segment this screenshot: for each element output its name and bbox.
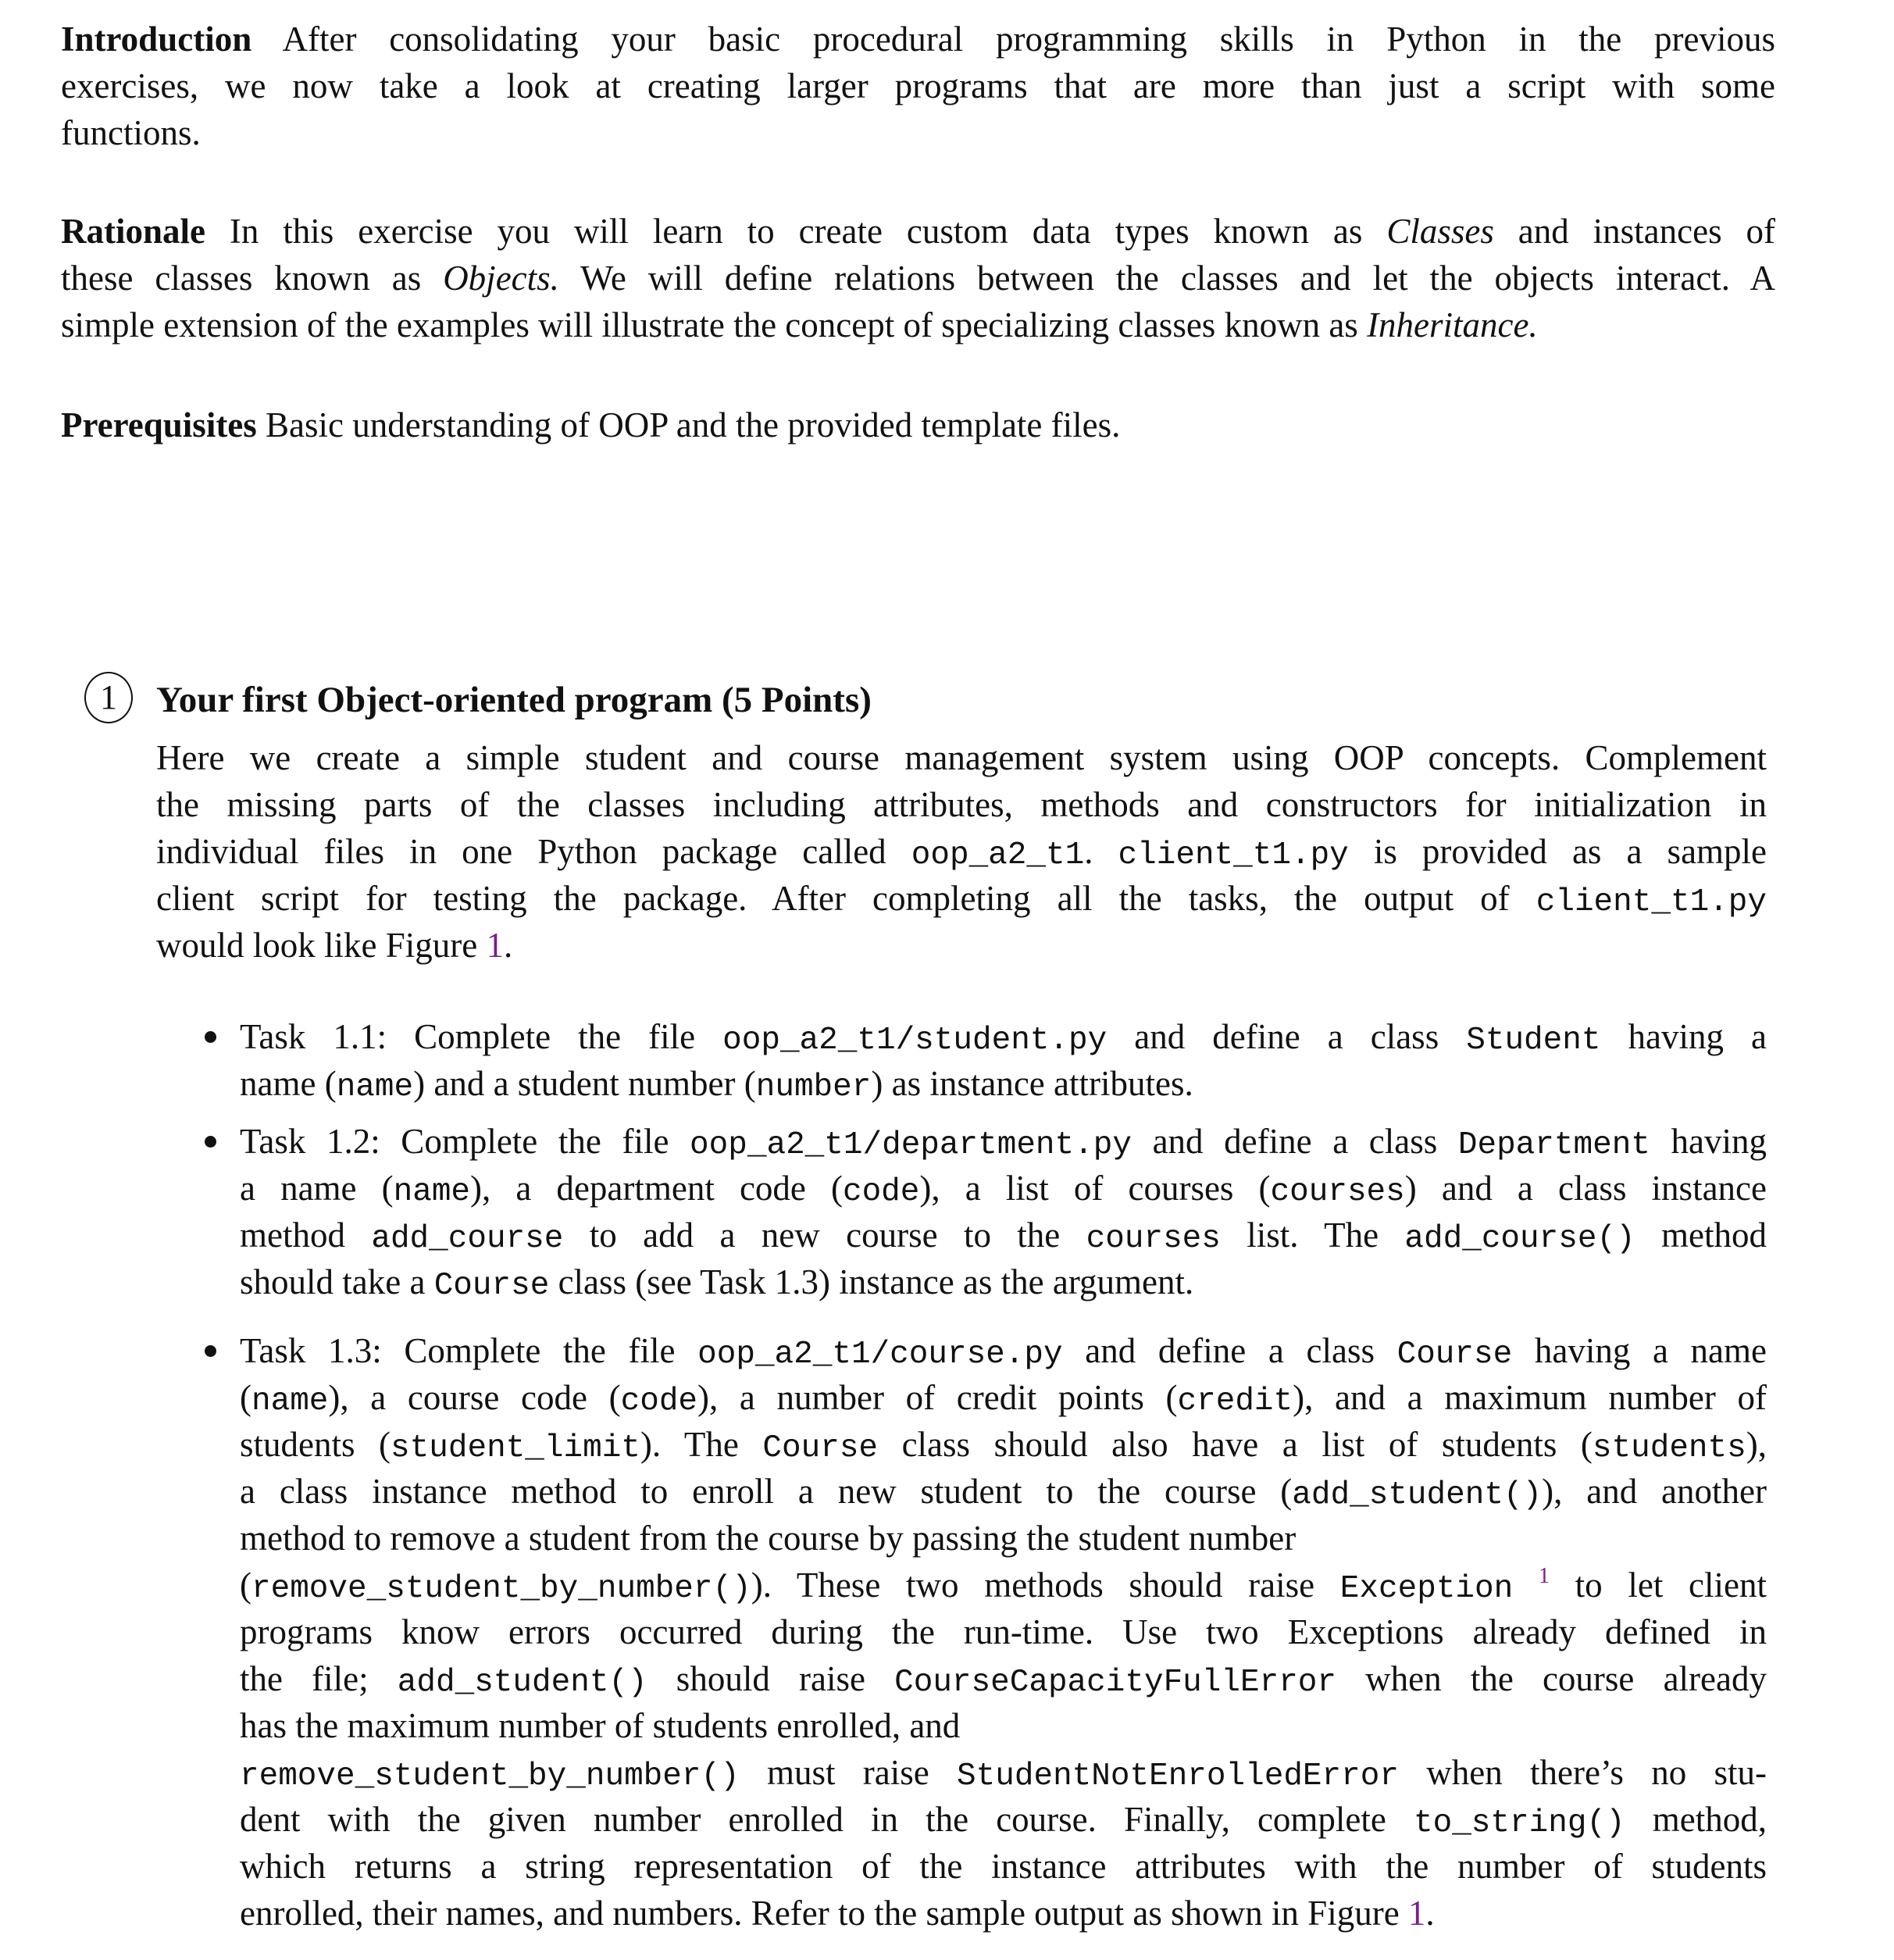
- text: programs know errors occurred during the run-time. Use two Exceptions already defined in: [240, 1612, 1767, 1651]
- task-1-3-line-5: [240, 1515, 1767, 1562]
- text: method to remove a student from the course by passing the student number: [240, 1519, 1297, 1558]
- text: .: [1425, 1894, 1435, 1933]
- text: name (: [240, 1064, 337, 1103]
- text: the missing parts of the classes including attributes, methods and constructors for initialization in: [156, 785, 1767, 824]
- text: list. The: [1220, 1216, 1405, 1255]
- text: ). The: [640, 1425, 763, 1464]
- text: simple extension of the examples will illustrate the concept of specializing classes known as: [61, 305, 1368, 345]
- text: [1513, 1566, 1539, 1605]
- bold-text: Introduction: [61, 20, 252, 59]
- prerequisites-line-1: [61, 402, 1775, 448]
- inline-code: student_limit: [391, 1430, 640, 1466]
- italic-text: Objects.: [443, 259, 559, 298]
- intro-line-2: [61, 62, 1775, 109]
- section-line-2: [156, 781, 1767, 828]
- text: ) and a class instance: [1404, 1169, 1767, 1208]
- rationale-line-1: [61, 208, 1775, 255]
- rationale-line-2: [61, 255, 1775, 302]
- inline-code: add_course(): [1404, 1221, 1635, 1257]
- inline-code: Department: [1457, 1127, 1650, 1163]
- inline-code: code: [842, 1174, 920, 1210]
- task-1-3-line-9: [240, 1702, 1767, 1749]
- text: is provided as a sample: [1348, 832, 1767, 871]
- section-line-4: [156, 875, 1767, 922]
- task-1-3-line-1: [240, 1327, 1767, 1374]
- text: ), a number of credit points (: [697, 1378, 1178, 1417]
- text: ), a course code (: [328, 1378, 621, 1417]
- inline-code: remove_student_by_number(): [240, 1758, 740, 1794]
- text: having: [1650, 1122, 1767, 1161]
- section-line-3: [156, 828, 1767, 875]
- text: .: [503, 926, 513, 965]
- task-1-3-line-12: [240, 1843, 1767, 1890]
- task-1-1-line-2: [240, 1060, 1767, 1107]
- text: ), a department code (: [470, 1169, 843, 1208]
- text: Basic understanding of OOP and the provided template files.: [256, 405, 1121, 444]
- task-1-1-line-1: [240, 1013, 1767, 1060]
- text: Here we create a simple student and course management system using OOP concepts. Complement: [156, 738, 1767, 777]
- text: students (: [240, 1425, 391, 1464]
- text: dent with the given number enrolled in the course. Finally, complete: [240, 1800, 1414, 1839]
- text: ). These two methods should raise: [751, 1566, 1340, 1605]
- text: having a: [1600, 1017, 1767, 1056]
- inline-code: StudentNotEnrolledError: [957, 1758, 1399, 1794]
- section-number-badge: 1: [84, 672, 133, 723]
- italic-text: Classes: [1386, 212, 1494, 251]
- inline-code: name: [393, 1174, 471, 1210]
- inline-code: client_t1.py: [1536, 884, 1767, 920]
- text: class should also have a list of students (: [878, 1425, 1593, 1464]
- inline-code: credit: [1177, 1383, 1293, 1419]
- inline-code: Course: [1396, 1337, 1513, 1373]
- text: ) as instance attributes.: [871, 1064, 1193, 1103]
- inline-code: courses: [1270, 1174, 1405, 1210]
- section-line-5: [156, 922, 1767, 969]
- inline-code: add_course: [371, 1221, 564, 1257]
- text: (: [240, 1378, 251, 1417]
- text: Task 1.1: Complete the file: [240, 1017, 723, 1056]
- text: ),: [1746, 1425, 1767, 1464]
- text: method: [1635, 1216, 1767, 1255]
- text: must raise: [739, 1753, 958, 1792]
- intro-line-1: [61, 16, 1775, 62]
- inline-code: Exception: [1339, 1571, 1514, 1607]
- inline-code: oop_a2_t1/course.py: [697, 1337, 1063, 1373]
- inline-code: remove_student_by_number(): [251, 1571, 751, 1607]
- bold-text: Rationale: [61, 212, 205, 251]
- text: exercises, we now take a look at creating larger programs that are more than just a script with some: [61, 66, 1775, 105]
- task-1-3-line-3: [240, 1421, 1767, 1468]
- section-title: Your first Object-oriented program (5 Points): [156, 680, 872, 720]
- text: to let client: [1549, 1566, 1767, 1605]
- inline-code: oop_a2_t1: [911, 837, 1085, 873]
- inline-code: to_string(): [1414, 1805, 1625, 1841]
- bullet-icon: [205, 1345, 216, 1357]
- inline-code: courses: [1086, 1221, 1221, 1257]
- inline-code: code: [620, 1383, 698, 1419]
- task-1-3-line-11: [240, 1796, 1767, 1843]
- text: to add a new course to the: [563, 1216, 1086, 1255]
- task-1-3-line-4: [240, 1468, 1767, 1515]
- text: Task 1.3: Complete the file: [240, 1331, 698, 1370]
- text: In this exercise you will learn to create custom data types known as: [205, 212, 1387, 251]
- text: when the course already: [1336, 1659, 1767, 1698]
- task-1-3-line-7: [240, 1608, 1767, 1655]
- footnote-marker[interactable]: 1: [1538, 1564, 1550, 1588]
- inline-code: CourseCapacityFullError: [894, 1665, 1337, 1701]
- inline-code: oop_a2_t1/student.py: [722, 1023, 1108, 1059]
- section-line-1: [156, 734, 1767, 781]
- inline-code: Course: [433, 1268, 550, 1304]
- text: method,: [1625, 1800, 1767, 1839]
- text: has the maximum number of students enrolled, and: [240, 1706, 961, 1745]
- text: ), a list of courses (: [919, 1169, 1271, 1208]
- italic-text: Inheritance.: [1367, 305, 1538, 345]
- task-1-3-line-6: [240, 1562, 1767, 1608]
- text: enrolled, their names, and numbers. Refer to the sample output as shown in Figure: [240, 1894, 1408, 1933]
- inline-code: name: [336, 1069, 414, 1105]
- text: a name (: [240, 1169, 394, 1208]
- rationale-line-3: [61, 302, 1775, 348]
- text: would look like Figure: [156, 926, 487, 965]
- inline-code: Course: [762, 1430, 879, 1466]
- text: and define a class: [1131, 1122, 1458, 1161]
- figure-reference-link[interactable]: 1: [486, 926, 504, 965]
- inline-code: number: [755, 1069, 872, 1105]
- text: After consolidating your basic procedural programming skills in Python in the previous: [251, 20, 1775, 59]
- bullet-icon: [205, 1136, 216, 1148]
- text: and instances of: [1493, 212, 1775, 251]
- text: We will define relations between the classes and let the objects interact. A: [558, 259, 1775, 298]
- text: these classes known as: [61, 259, 444, 298]
- text: client script for testing the package. After completing all the tasks, the output of: [156, 879, 1536, 918]
- inline-code: Student: [1466, 1023, 1601, 1059]
- text: and define a class: [1062, 1331, 1397, 1370]
- text: when there’s no stu-: [1398, 1753, 1767, 1792]
- task-1-2-line-1: [240, 1118, 1767, 1165]
- task-1-2-line-4: [240, 1258, 1767, 1305]
- task-1-2-line-2: [240, 1165, 1767, 1212]
- text: Task 1.2: Complete the file: [240, 1122, 690, 1161]
- text: a class instance method to enroll a new student to the course (: [240, 1472, 1293, 1511]
- text: .: [1084, 832, 1118, 871]
- text: functions.: [61, 113, 201, 152]
- text: which returns a string representation of the instance attributes with the number of students: [240, 1847, 1767, 1886]
- bullet-icon: [205, 1031, 216, 1043]
- task-1-3-line-13: [240, 1890, 1767, 1937]
- task-1-3-line-2: [240, 1374, 1767, 1421]
- text: (: [240, 1566, 251, 1605]
- inline-code: client_t1.py: [1118, 837, 1349, 873]
- text: method: [240, 1216, 372, 1255]
- inline-code: add_student(): [1292, 1477, 1543, 1513]
- text: ) and a student number (: [413, 1064, 756, 1103]
- figure-reference-link[interactable]: 1: [1407, 1894, 1426, 1933]
- text: the file;: [240, 1659, 398, 1698]
- inline-code: oop_a2_t1/department.py: [690, 1127, 1132, 1163]
- text: having a name: [1512, 1331, 1767, 1370]
- text: should raise: [647, 1659, 895, 1698]
- text: class (see Task 1.3) instance as the argument.: [549, 1262, 1194, 1301]
- task-1-2-line-3: [240, 1212, 1767, 1258]
- intro-line-3: [61, 109, 1775, 156]
- text: ), and a maximum number of: [1293, 1378, 1767, 1417]
- inline-code: students: [1592, 1430, 1746, 1466]
- text: ), and another: [1542, 1472, 1767, 1511]
- text: individual files in one Python package called: [156, 832, 911, 871]
- task-1-3-line-10: [240, 1749, 1767, 1796]
- bold-text: Prerequisites: [61, 405, 257, 444]
- text: and define a class: [1107, 1017, 1467, 1056]
- inline-code: name: [251, 1383, 329, 1419]
- text: should take a: [240, 1262, 434, 1301]
- inline-code: add_student(): [397, 1665, 647, 1701]
- task-1-3-line-8: [240, 1655, 1767, 1702]
